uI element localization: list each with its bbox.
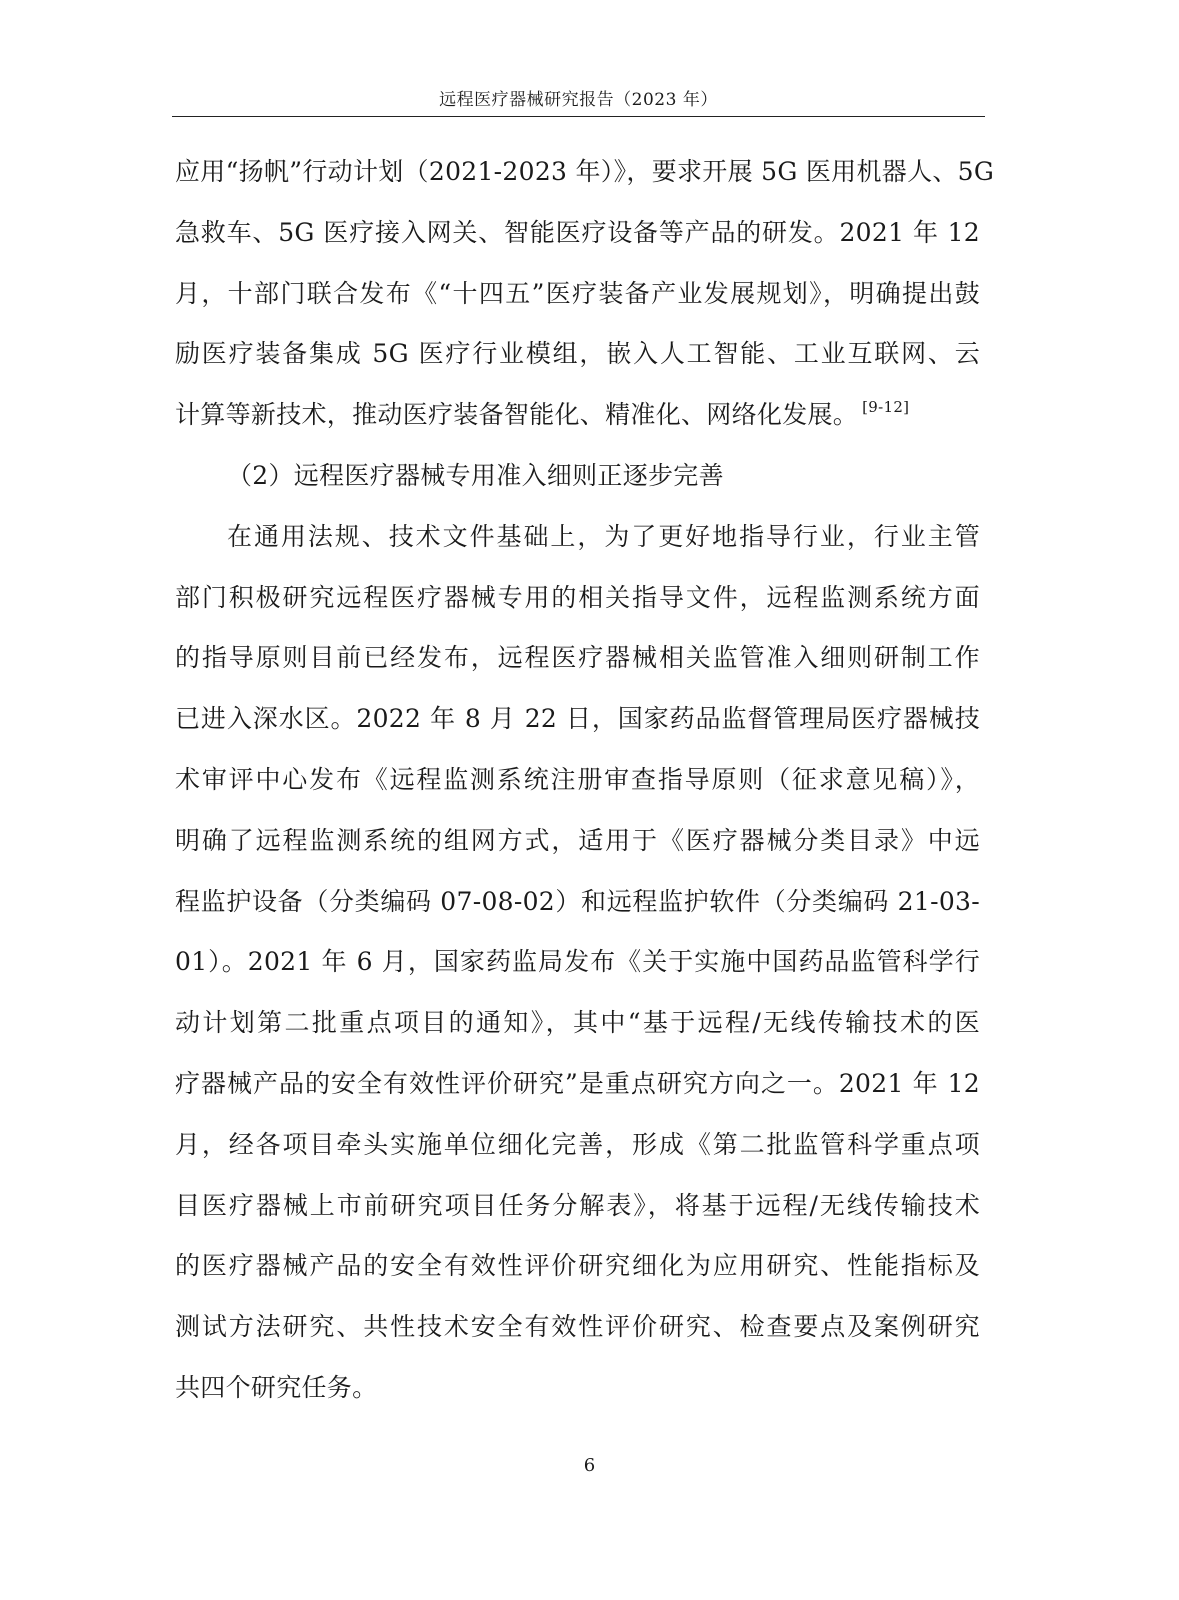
paragraph-line: 已进入深水区。2022 年 8 月 22 日，国家药品监督管理局医疗器械技 (175, 704, 980, 734)
paragraph-line: 月，经各项目牵头实施单位细化完善，形成《第二批监管科学重点项 (175, 1129, 980, 1159)
paragraph-line: 疗器械产品的安全有效性评价研究”是重点研究方向之一。2021 年 12 (175, 1068, 980, 1098)
paragraph-line: 测试方法研究、共性技术安全有效性评价研究、检查要点及案例研究 (175, 1312, 980, 1342)
paragraph-line: 术审评中心发布《远程监测系统注册审查指导原则（征求意见稿）》， (175, 764, 980, 794)
paragraph-line: 明确了远程监测系统的组网方式，适用于《医疗器械分类目录》中远 (175, 825, 980, 855)
paragraph-line: 的医疗器械产品的安全有效性评价研究细化为应用研究、性能指标及 (175, 1251, 980, 1281)
paragraph-line: 急救车、5G 医疗接入网关、智能医疗设备等产品的研发。2021 年 12 (175, 217, 980, 247)
paragraph-line: 动计划第二批重点项目的通知》，其中“基于远程/无线传输技术的医 (175, 1008, 980, 1038)
paragraph-line: 计算等新技术，推动医疗装备智能化、精准化、网络化发展。 (175, 400, 859, 430)
document-body (175, 148, 995, 1425)
paragraph-line: 01）。2021 年 6 月，国家药监局发布《关于实施中国药品监管科学行 (175, 947, 980, 977)
running-header: 远程医疗器械研究报告（2023 年） (439, 90, 718, 110)
citation-reference: [9-12] (862, 397, 910, 416)
paragraph-line: 共四个研究任务。 (175, 1372, 378, 1402)
paragraph-line: 在通用法规、技术文件基础上，为了更好地指导行业，行业主管 (227, 521, 980, 551)
paragraph-line: 目医疗器械上市前研究项目任务分解表》，将基于远程/无线传输技术 (175, 1190, 980, 1220)
paragraph-line: 的指导原则目前已经发布，远程医疗器械相关监管准入细则研制工作 (175, 643, 980, 673)
paragraph-line: 励医疗装备集成 5G 医疗行业模组，嵌入人工智能、工业互联网、云 (175, 339, 980, 369)
page-number: 6 (583, 1455, 596, 1476)
paragraph-line-with-citation (175, 391, 980, 452)
paragraph-line: 部门积极研究远程医疗器械专用的相关指导文件，远程监测系统方面 (175, 582, 980, 612)
section-heading: （2）远程医疗器械专用准入细则正逐步完善 (227, 460, 724, 490)
paragraph-line: 月，十部门联合发布《“十四五”医疗装备产业发展规划》，明确提出鼓 (175, 278, 980, 308)
paragraph-line: 应用“扬帆”行动计划（2021-2023 年）》，要求开展 5G 医用机器人、5G (175, 157, 995, 186)
paragraph-line: 程监护设备（分类编码 07-08-02）和远程监护软件（分类编码 21-03- (175, 886, 980, 916)
header-rule (172, 116, 985, 117)
